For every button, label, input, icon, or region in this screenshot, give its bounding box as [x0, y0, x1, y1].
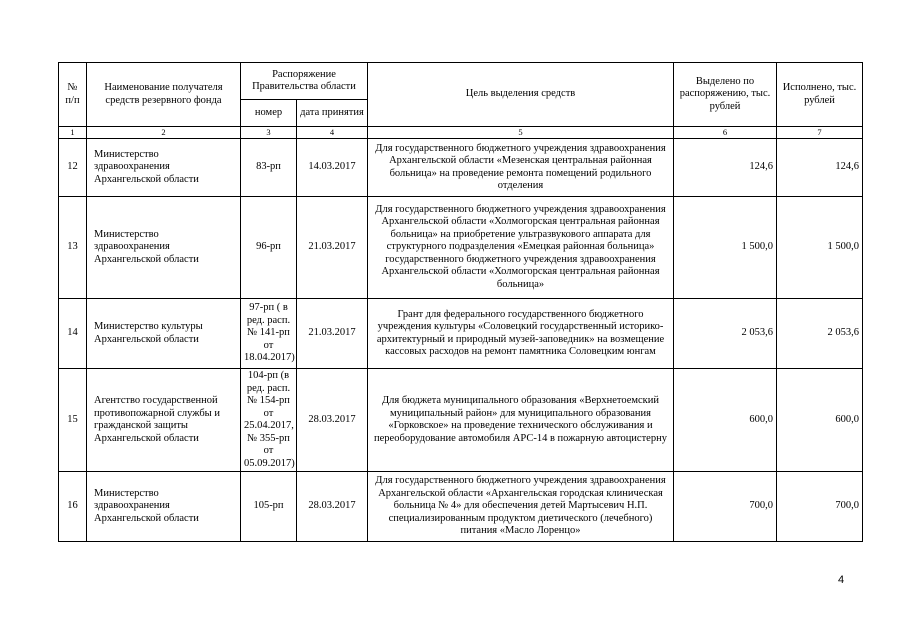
row-purpose: Для государственного бюджетного учреждения здравоохранения Архангельской области «Холмогорская центральная районная больница» на приобретение ультразвукового аппарата для структурного подразделения «Емецкая районная больница» государственного бюджетного учреждения здравоохранения Архангельской области «Холмогорская центральная районная больница» [368, 197, 674, 299]
row-recipient: Министерство здравоохранения Архангельской области [87, 139, 241, 197]
row-num: 12 [59, 139, 87, 197]
column-index: 6 [674, 127, 777, 139]
table-row [59, 472, 863, 542]
row-num: 14 [59, 299, 87, 369]
column-index: 5 [368, 127, 674, 139]
row-order-date: 28.03.2017 [297, 472, 368, 542]
page-number: 4 [838, 574, 845, 586]
row-recipient: Министерство здравоохранения Архангельской области [87, 472, 241, 542]
header-num: № п/п [59, 63, 87, 127]
row-recipient: Агентство государственной противопожарной службы и гражданской защиты Архангельской области [87, 369, 241, 472]
row-num: 15 [59, 369, 87, 472]
header-order-number: номер [241, 100, 297, 127]
header-allocated: Выделено по распоряжению, тыс. рублей [674, 63, 777, 127]
header-order-date: дата принятия [297, 100, 368, 127]
header-row [59, 63, 863, 100]
row-executed: 600,0 [777, 369, 863, 472]
row-order-date: 21.03.2017 [297, 299, 368, 369]
reserve-fund-table [58, 62, 863, 542]
header-executed: Исполнено, тыс. рублей [777, 63, 863, 127]
row-order-number: 105-рп [241, 472, 297, 542]
row-allocated: 600,0 [674, 369, 777, 472]
row-order-number: 96-рп [241, 197, 297, 299]
header-recipient: Наименование получателя средств резервного фонда [87, 63, 241, 127]
header-order-group: Распоряжение Правительства области [241, 63, 368, 100]
row-executed: 2 053,6 [777, 299, 863, 369]
column-index-row [59, 127, 863, 139]
row-allocated: 124,6 [674, 139, 777, 197]
table-row [59, 197, 863, 299]
row-num: 13 [59, 197, 87, 299]
table-row [59, 299, 863, 369]
row-purpose: Грант для федерального государственного бюджетного учреждения культуры «Соловецкий государственный историко-архитектурный и природный музей-заповедник» на возмещение кассовых расходов на ремонт памятника Соловецким юнгам [368, 299, 674, 369]
header-purpose: Цель выделения средств [368, 63, 674, 127]
row-recipient: Министерство культуры Архангельской области [87, 299, 241, 369]
row-allocated: 700,0 [674, 472, 777, 542]
row-allocated: 1 500,0 [674, 197, 777, 299]
row-order-date: 28.03.2017 [297, 369, 368, 472]
column-index: 2 [87, 127, 241, 139]
table-header [59, 63, 863, 139]
row-num: 16 [59, 472, 87, 542]
row-order-number: 83-рп [241, 139, 297, 197]
column-index: 3 [241, 127, 297, 139]
row-order-number: 97-рп ( в ред. расп. № 141-рп от 18.04.2017) [241, 299, 297, 369]
row-recipient: Министерство здравоохранения Архангельской области [87, 197, 241, 299]
row-purpose: Для государственного бюджетного учреждения здравоохранения Архангельской области «Архангельская городская клиническая больница № 4» для обеспечения детей Мартысевич Н.П. специализированным продуктом диетического (лечебного) питания «Масло Лоренцо» [368, 472, 674, 542]
row-order-date: 21.03.2017 [297, 197, 368, 299]
row-executed: 1 500,0 [777, 197, 863, 299]
table-body [59, 139, 863, 542]
row-purpose: Для бюджета муниципального образования «Верхнетоемский муниципальный район» для муниципального образования «Горковское» на проведение технического обслуживания и переоборудование автомобиля АРС-14 в пожарную автоцистерну [368, 369, 674, 472]
table-row [59, 369, 863, 472]
row-purpose: Для государственного бюджетного учреждения здравоохранения Архангельской области «Мезенская центральная районная больница» на проведение ремонта помещений родильного отделения [368, 139, 674, 197]
table-row [59, 139, 863, 197]
column-index: 7 [777, 127, 863, 139]
row-order-date: 14.03.2017 [297, 139, 368, 197]
row-executed: 124,6 [777, 139, 863, 197]
row-allocated: 2 053,6 [674, 299, 777, 369]
column-index: 4 [297, 127, 368, 139]
column-index: 1 [59, 127, 87, 139]
row-executed: 700,0 [777, 472, 863, 542]
row-order-number: 104-рп (в ред. расп. № 154-рп от 25.04.2017, № 355-рп от 05.09.2017) [241, 369, 297, 472]
